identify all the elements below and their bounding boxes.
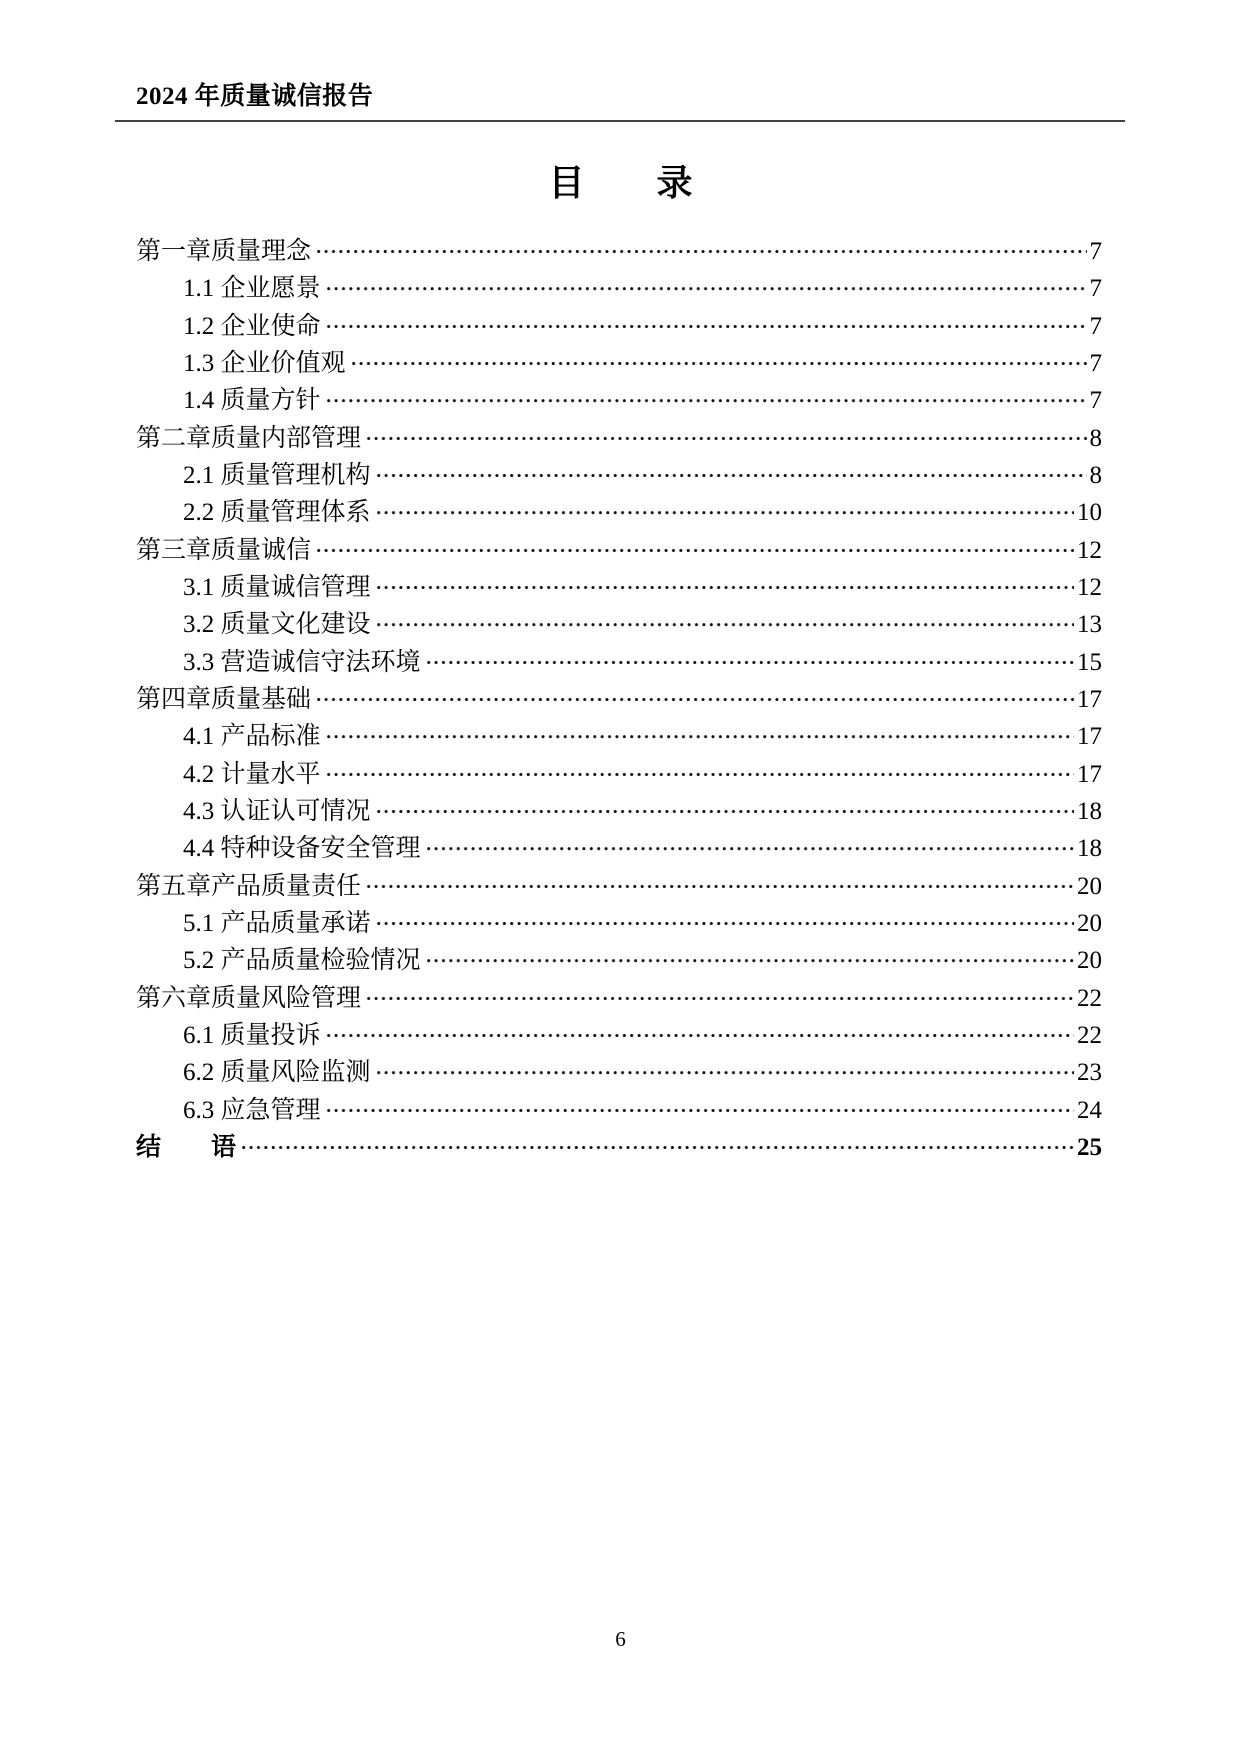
toc-dot-leader — [375, 494, 1074, 531]
toc-dot-leader — [325, 382, 1087, 419]
toc-dot-leader — [325, 1017, 1074, 1054]
toc-dot-leader — [375, 457, 1087, 494]
toc-entry-label: 第一章质量理念 — [136, 238, 312, 265]
toc-entry[interactable] — [136, 942, 1102, 979]
toc-dot-leader — [375, 905, 1074, 942]
toc-entry-page-number: 25 — [1077, 1133, 1102, 1161]
toc-dot-leader — [425, 644, 1074, 681]
toc-entry-label: 5.2 产品质量检验情况 — [183, 947, 421, 975]
toc-dot-leader — [240, 1129, 1074, 1166]
toc-entry-page-number: 7 — [1089, 238, 1102, 265]
toc-dot-leader — [365, 868, 1074, 905]
toc-entry-label: 第三章质量诚信 — [136, 536, 312, 564]
toc-entry-page-number: 22 — [1077, 1021, 1102, 1049]
toc-entry-page-number: 22 — [1077, 984, 1102, 1012]
toc-entry-label: 4.4 特种设备安全管理 — [183, 835, 421, 863]
toc-entry-label: 6.2 质量风险监测 — [183, 1059, 371, 1087]
toc-dot-leader — [325, 718, 1074, 755]
toc-entry-page-number: 8 — [1089, 424, 1102, 452]
toc-entry[interactable] — [136, 1129, 1102, 1166]
toc-entry-label: 第五章产品质量责任 — [136, 872, 362, 900]
toc-entry-page-number: 10 — [1077, 499, 1102, 527]
toc-entry-label: 1.3 企业价值观 — [183, 349, 346, 377]
toc-dot-leader — [315, 532, 1074, 569]
toc-entry-page-number: 17 — [1077, 685, 1102, 713]
toc-entry-label: 1.4 质量方针 — [183, 387, 321, 415]
toc-entry-label: 1.1 企业愿景 — [183, 275, 321, 303]
toc-list — [136, 233, 1102, 1166]
page-footer — [0, 1626, 1241, 1652]
toc-dot-leader — [375, 606, 1074, 643]
toc-entry[interactable] — [136, 644, 1102, 681]
toc-entry-label: 4.2 计量水平 — [183, 760, 321, 788]
toc-entry-page-number: 12 — [1077, 536, 1102, 564]
toc-dot-leader — [365, 420, 1086, 457]
toc-dot-leader — [375, 793, 1074, 830]
toc-dot-leader — [325, 270, 1087, 307]
toc-entry[interactable] — [136, 718, 1102, 755]
toc-entry-page-number: 7 — [1089, 312, 1102, 340]
toc-entry-page-number: 18 — [1077, 797, 1102, 825]
toc-entry[interactable] — [136, 681, 1102, 718]
toc-entry-page-number: 13 — [1077, 611, 1102, 639]
toc-entry-page-number: 23 — [1077, 1059, 1102, 1087]
toc-entry[interactable] — [136, 569, 1102, 606]
toc-entry-label: 第六章质量风险管理 — [136, 984, 362, 1012]
toc-entry[interactable] — [136, 308, 1102, 345]
toc-title: 目 录 — [548, 163, 693, 203]
toc-entry[interactable] — [136, 233, 1102, 270]
toc-entry-page-number: 17 — [1077, 723, 1102, 751]
toc-entry-label: 4.1 产品标准 — [183, 723, 321, 751]
toc-entry[interactable] — [136, 830, 1102, 867]
toc-entry-label: 6.3 应急管理 — [183, 1096, 321, 1124]
toc-entry-label: 第二章质量内部管理 — [136, 424, 362, 452]
toc-dot-leader — [425, 830, 1074, 867]
toc-entry[interactable] — [136, 905, 1102, 942]
toc-entry-label: 2.2 质量管理体系 — [183, 499, 371, 527]
toc-entry[interactable] — [136, 1054, 1102, 1091]
toc-entry[interactable] — [136, 494, 1102, 531]
toc-entry-page-number: 18 — [1077, 835, 1102, 863]
toc-dot-leader — [315, 681, 1074, 718]
toc-dot-leader — [325, 1092, 1074, 1129]
toc-entry[interactable] — [136, 793, 1102, 830]
toc-entry[interactable] — [136, 532, 1102, 569]
toc-entry[interactable] — [136, 270, 1102, 307]
toc-entry-label: 3.2 质量文化建设 — [183, 611, 371, 639]
toc-entry[interactable] — [136, 457, 1102, 494]
toc-entry-page-number: 7 — [1089, 349, 1102, 377]
toc-entry-label: 5.1 产品质量承诺 — [183, 909, 371, 937]
toc-dot-leader — [425, 942, 1074, 979]
toc-entry-page-number: 7 — [1089, 275, 1102, 303]
toc-entry-page-number: 7 — [1089, 387, 1102, 415]
toc-dot-leader — [365, 980, 1074, 1017]
toc-entry[interactable] — [136, 756, 1102, 793]
toc-entry-page-number: 24 — [1077, 1096, 1102, 1124]
toc-dot-leader — [350, 345, 1087, 382]
toc-dot-leader — [315, 233, 1086, 270]
toc-entry-label: 3.1 质量诚信管理 — [183, 573, 371, 601]
page-number: 6 — [615, 1627, 626, 1651]
toc-entry-page-number: 8 — [1089, 461, 1102, 489]
header-title: 2024 年质量诚信报告 — [136, 83, 374, 110]
toc-entry-page-number: 15 — [1077, 648, 1102, 676]
toc-entry[interactable] — [136, 980, 1102, 1017]
toc-dot-leader — [375, 569, 1074, 606]
toc-dot-leader — [325, 756, 1074, 793]
toc-entry-label: 4.3 认证认可情况 — [183, 797, 371, 825]
toc-entry-page-number: 20 — [1077, 947, 1102, 975]
toc-entry[interactable] — [136, 420, 1102, 457]
toc-entry-label: 第四章质量基础 — [136, 685, 312, 713]
toc-entry-page-number: 17 — [1077, 760, 1102, 788]
toc-entry-page-number: 20 — [1077, 872, 1102, 900]
toc-entry-page-number: 12 — [1077, 573, 1102, 601]
toc-entry[interactable] — [136, 606, 1102, 643]
page-header — [115, 82, 1125, 122]
toc-entry-label: 2.1 质量管理机构 — [183, 461, 371, 489]
toc-dot-leader — [325, 308, 1087, 345]
toc-entry-label: 6.1 质量投诉 — [183, 1021, 321, 1049]
toc-entry-page-number: 20 — [1077, 909, 1102, 937]
toc-entry[interactable] — [136, 1092, 1102, 1129]
toc-entry-label: 3.3 营造诚信守法环境 — [183, 648, 421, 676]
toc-entry-label: 结 语 — [136, 1133, 237, 1161]
toc-entry[interactable] — [136, 868, 1102, 905]
toc-entry[interactable] — [136, 345, 1102, 382]
toc-entry[interactable] — [136, 382, 1102, 419]
toc-dot-leader — [375, 1054, 1074, 1091]
toc-entry-label: 1.2 企业使命 — [183, 312, 321, 340]
toc-entry[interactable] — [136, 1017, 1102, 1054]
